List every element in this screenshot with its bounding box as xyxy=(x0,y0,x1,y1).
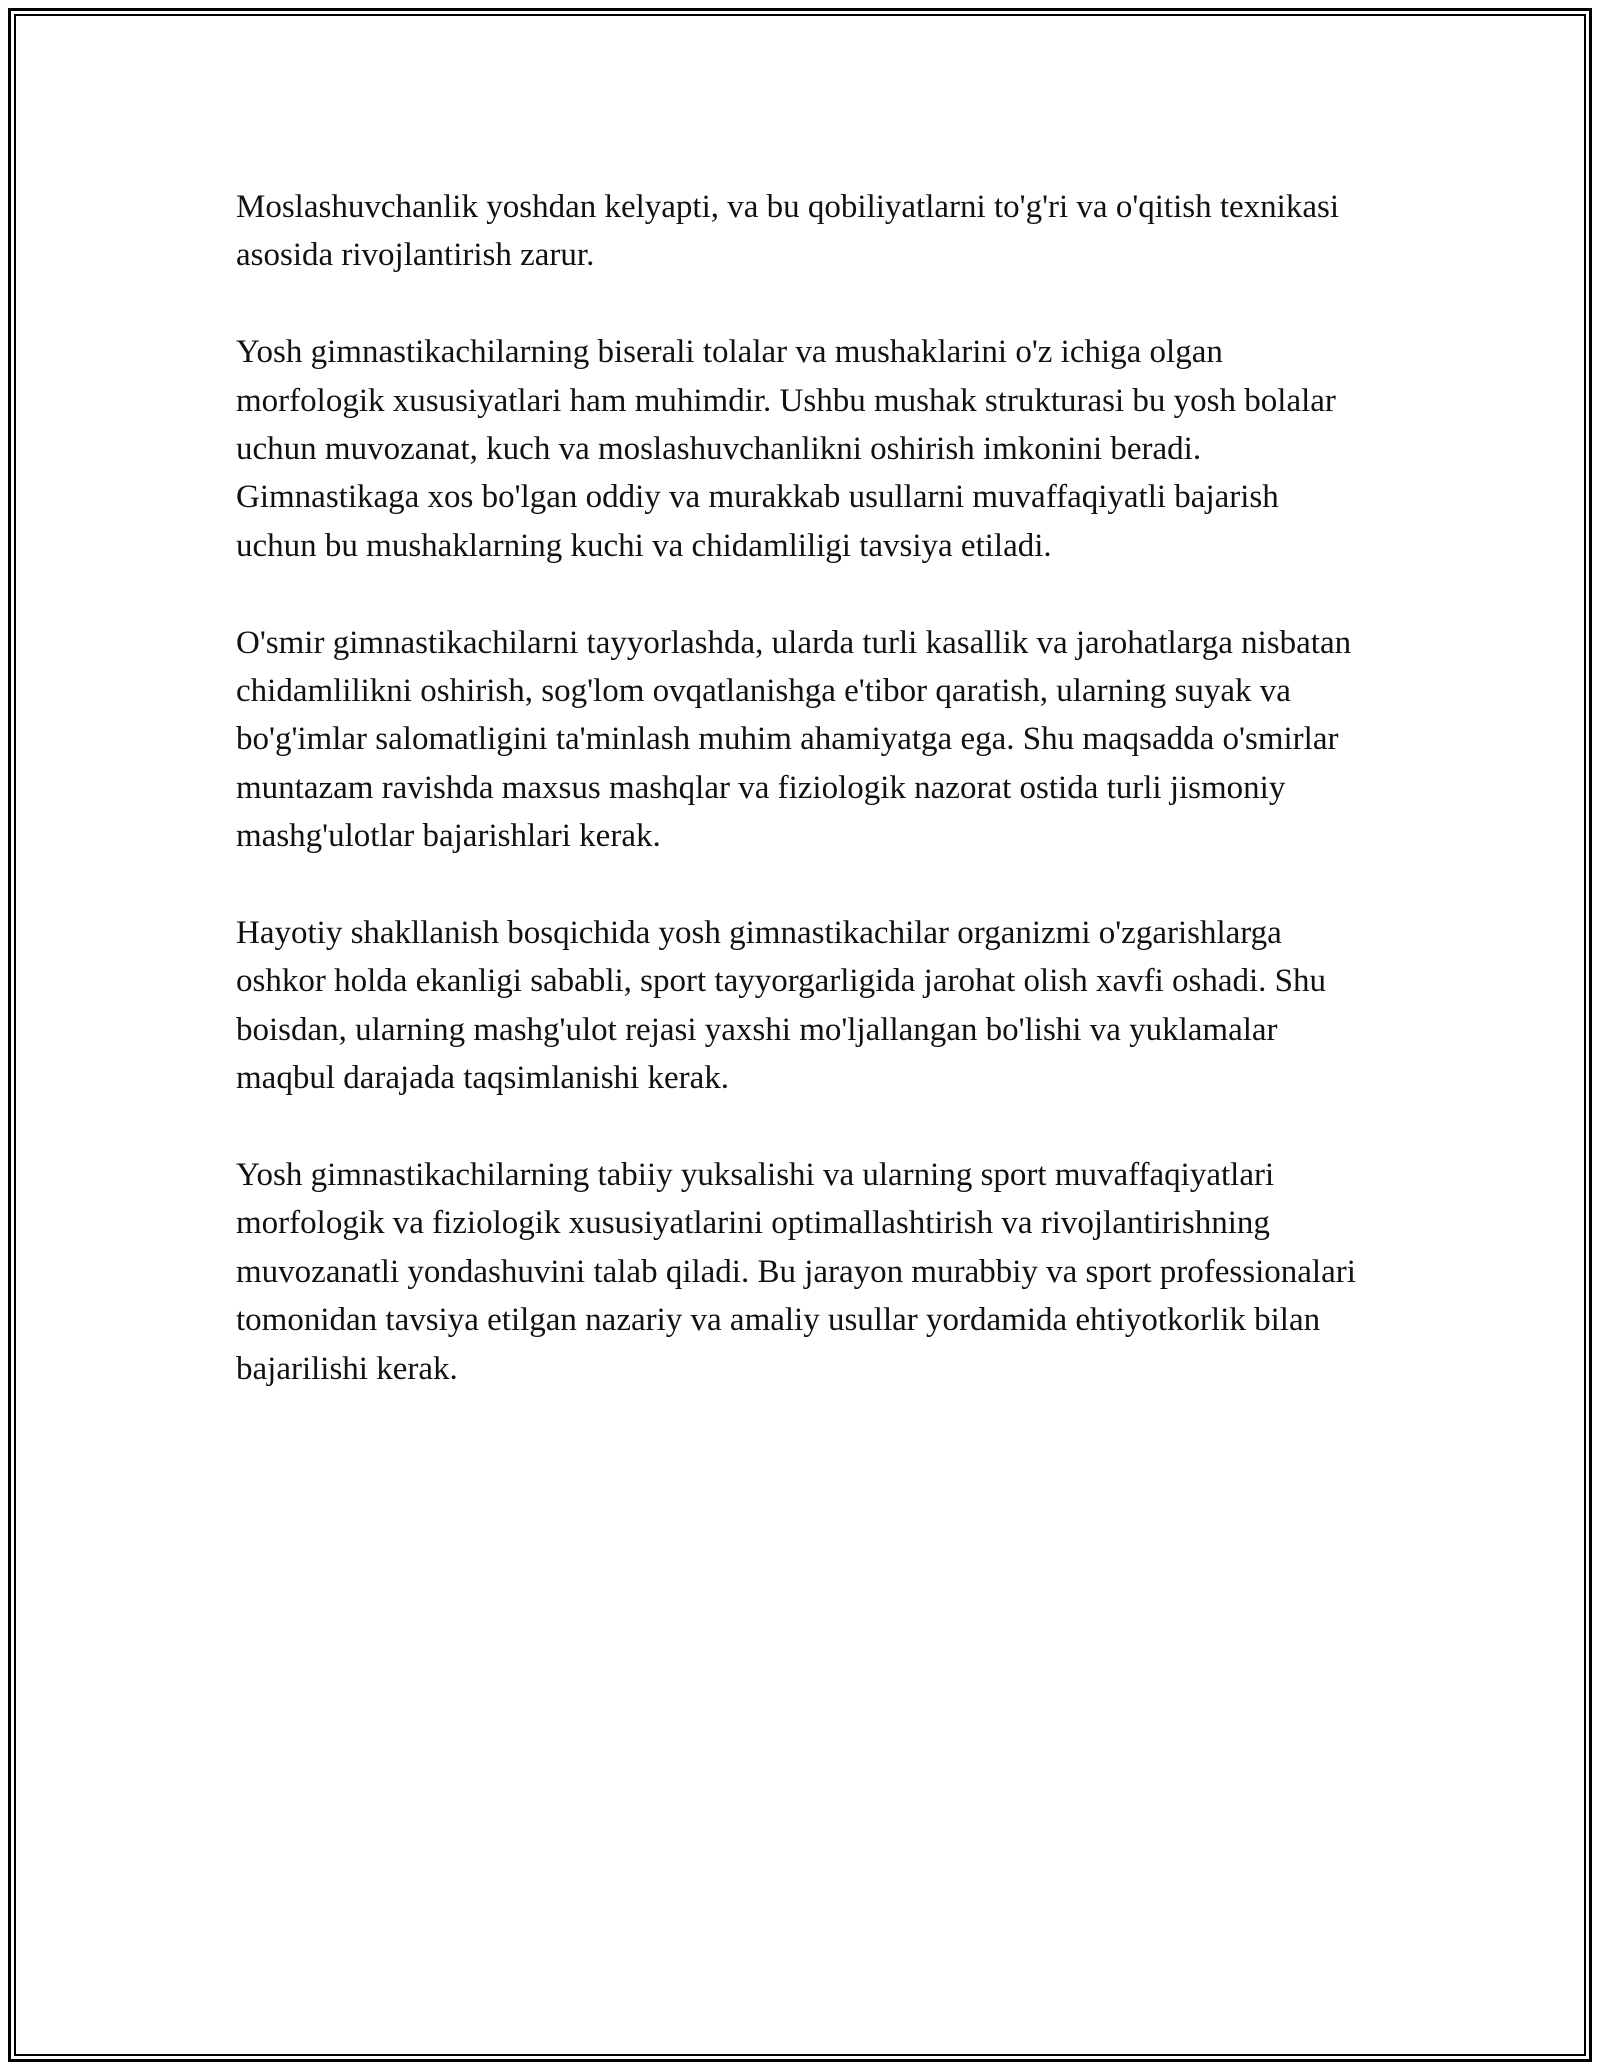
paragraph-5: Yosh gimnastikachilarning tabiiy yuksalishi va ularning sport muvaffaqiyatlari morfologik va fiziologik xususiyatlarini optimallashtirish va rivojlantirishning muvozanatli yondashuvini talab qiladi. Bu jarayon murabbiy va sport professionalari tomonidan tavsiya etilgan nazariy va amaliy usullar yordamida ehtiyotkorlik bilan bajarilishi kerak. xyxy=(236,1157,1356,1387)
document-body xyxy=(236,183,1366,1441)
paragraph-2: Yosh gimnastikachilarning biserali tolalar va mushaklarini o'z ichiga olgan morfologik xususiyatlari ham muhimdir. Ushbu mushak strukturasi bu yosh bolalar uchun muvozanat, kuch va moslashuvchanlikni oshirish imkonini beradi. Gimnastikaga xos bo'lgan oddiy va murakkab usullarni muvaffaqiyatli bajarish uchun bu mushaklarning kuchi va chidamliligi tavsiya etiladi. xyxy=(236,334,1336,564)
paragraph-1: Moslashuvchanlik yoshdan kelyapti, va bu qobiliyatlarni to'g'ri va o'qitish texnikasi asosida rivojlantirish zarur. xyxy=(236,189,1340,274)
paragraph-3: O'smir gimnastikachilarni tayyorlashda, ularda turli kasallik va jarohatlarga nisbatan chidamlilikni oshirish, sog'lom ovqatlanishga e'tibor qaratish, ularning suyak va bo'g'imlar salomatligini ta'minlash muhim ahamiyatga ega. Shu maqsadda o'smirlar muntazam ravishda maxsus mashqlar va fiziologik nazorat ostida turli jismoniy mashg'ulotlar bajarishlari kerak. xyxy=(236,624,1352,855)
paragraph-4: Hayotiy shakllanish bosqichida yosh gimnastikachilar organizmi o'zgarishlarga oshkor holda ekanligi sababli, sport tayyorgarligida jarohat olish xavfi oshadi. Shu boisdan, ularning mashg'ulot rejasi yaxshi mo'ljallangan bo'lishi va yuklamalar maqbul darajada taqsimlanishi kerak. xyxy=(236,915,1327,1097)
